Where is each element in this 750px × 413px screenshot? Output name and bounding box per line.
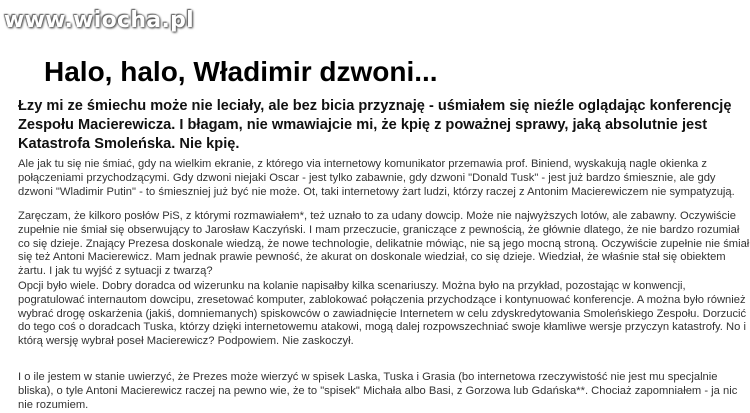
wiocha-watermark: www.wiocha.pl xyxy=(4,8,194,33)
article-paragraph-4: I o ile jestem w stanie uwierzyć, że Prezes może wierzyć w spisek Laska, Tuska i Grasia (bo internetowa rzeczywistość nie jest mu specjalnie bliska), o tyle Antoni Macierewicz raczej na pewno wie, że to "spisek" Michała albo Basi, z Gorzowa lub Gdańska**. Chociaż zapomniałem - ja nic nie rozumiem. xyxy=(18,371,738,411)
article-lead: Łzy mi ze śmiechu może nie leciały, ale bez bicia przyznaję - uśmiałem się nieźle oglądając konferencję Zespołu Macierewicza. I błagam, nie wmawiajcie mi, że kpię z poważnej sprawy, jaką absolutnie jest Katastrofa Smoleńska. Nie kpię. xyxy=(18,98,732,152)
article-title: Halo, halo, Władimir dzwoni... xyxy=(44,56,438,87)
article-paragraph-2: Zaręczam, że kilkoro posłów PiS, z którymi rozmawiałem*, też uznało to za udany dowcip. Może nie najwyższych lotów, ale zabawny. Oczywiście zupełnie nie śmiał się obserwujący to Jarosław Kaczyński. I mam przeczucie, graniczące z pewnością, że głównie dlatego, że nie bardzo rozumiał co się dzieje. Znający Prezesa doskonale wiedzą, że nowe technologie, delikatnie mówiąc, nie są jego mocną stroną. Oczywiście zupełnie nie śmiał się też Antoni Macierewicz. Mam jednak prawie pewność, że akurat on doskonale wiedział, co się dzieje. Wiedział, że właśnie stał się obiektem żartu. I jak tu wyjść z sytuacji z twarzą? xyxy=(18,210,750,278)
article-paragraph-3: Opcji było wiele. Dobry doradca od wizerunku na kolanie napisałby kilka scenariuszy. Można było na przykład, pozostając w konwencji, pogratulować internautom dowcipu, zresetować komputer, zablokować połączenia przychodzące i kontynuować konferencje. A można było również wybrać drogę oskarżenia (jakiś, domniemanych) spiskowców o zawiadnięcie Internetem w celu zdyskredytowania Smoleńskiego Zespołu. Dorzucić do tego coś o doradcach Tuska, którzy dzięki internetowemu atakowi, mogą dalej rozpowszechniać swoje kłamliwe wersje przyczyn katastrofy. No i którą wersję wybrał poseł Macierewicz? Podpowiem. Nie zaskoczył. xyxy=(18,280,747,348)
article-paragraph-1: Ale jak tu się nie śmiać, gdy na wielkim ekranie, z którego via internetowy komunikator przemawia prof. Biniend, wyskakują nagle okienka z połączeniami przychodzącymi. Gdy dzwoni niejaki Oscar - jest tylko zabawnie, gdy dzwoni "Donald Tusk" - jest już bardzo śmiesznie, ale gdy dzwoni "Wladimir Putin" - to śmieszniej już być nie może. Ot, taki internetowy żart ludzi, którzy raczej z Antonim Macierewiczem nie sympatyzują. xyxy=(18,158,735,198)
